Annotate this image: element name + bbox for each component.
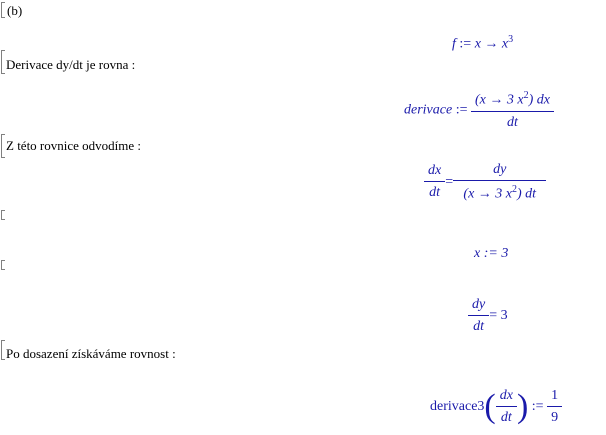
group-bracket [1,260,5,270]
dy-dt-fraction: $\frac{dy}{dt}$ [468,297,489,335]
dy-dt-equation: $\frac{dy}{dt}$ = 3 [468,297,508,335]
dy-fraction: $\frac{dy}{(x \to 3 x^2) dt}$ [453,162,546,203]
group-bracket [1,210,5,220]
derivace3-result: derivace3( $\frac{dx}{dt}$ ) := $\frac{1}{9}$ [430,388,562,426]
ratio-equation: $\frac{dx}{dt}$ = $\frac{dy}{(x \to 3 x^2) dt}$ [424,162,546,203]
group-bracket [1,50,5,74]
derivace-text: Derivace dy/dt je rovna : [6,57,136,72]
rovnice-text: Z této rovnice odvodíme : [6,138,142,153]
derivace-fraction: $\frac{(x \to 3 x^2) dx}{dt}$ [471,90,554,131]
derivace-definition: derivace := $\frac{(x \to 3 x^2) dx}{dt}$ [404,90,554,131]
one-ninth-fraction: $\frac{1}{9}$ [547,388,562,426]
group-bracket [1,340,5,360]
dosazeni-text: Po dosazení získáváme rovnost : [6,346,176,361]
x-assignment: x := 3 [474,246,509,261]
section-label: (b) [7,3,23,18]
function-definition: f := $x \to x^3$ [452,34,514,52]
group-bracket [1,2,5,18]
dx-dt-fraction: $\frac{dx}{dt}$ [424,163,445,201]
group-bracket [1,134,5,158]
dx-dt-fraction: $\frac{dx}{dt}$ [496,388,517,426]
